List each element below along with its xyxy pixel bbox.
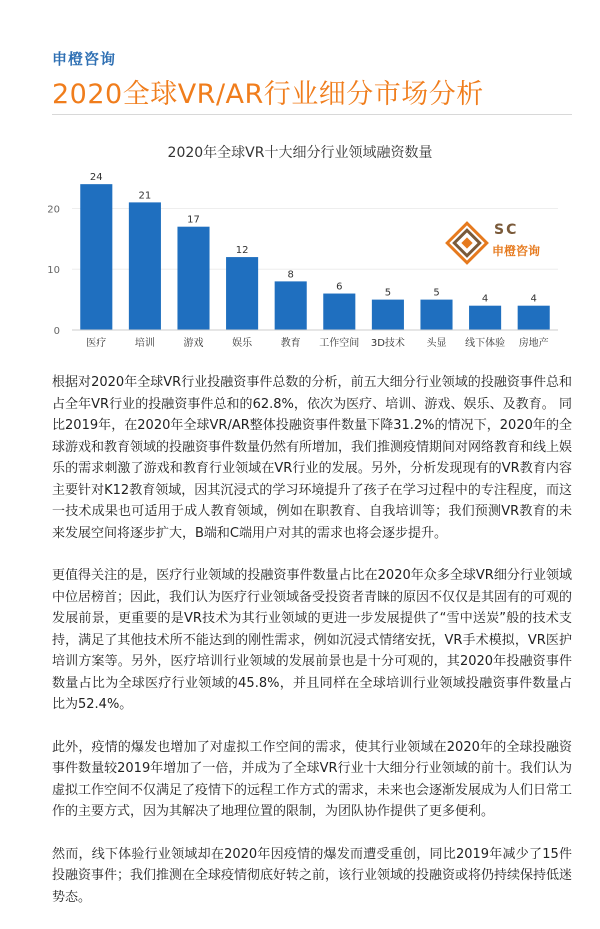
bar bbox=[275, 281, 307, 330]
bar-value-label: 4 bbox=[481, 293, 489, 305]
paragraph: 根据对2020年全球VR行业投融资事件总数的分析，前五大细分行业领域的投融资事件总和占全年VR行业的投融资事件总和的62.8%，依次为医疗、培训、游戏、娱乐、及教育。 同比2019年，在2020年全球VR/AR整体投融资事件数量下降31.2%的情况下，2020年的全球游戏和教育领域的投融资事件数量仍然有所增加，我们推测疫情期间对网络教育和线上娱乐的需求刺激了游戏和教育行业领域在VR行业的发展。另外，分析发现现有的VR教育内容主要针对K12教育领域，因其沉浸式的学习环境提升了孩子在学习过程中的专注程度，而这一技术成果也可适用于成人教育领域，例如在职教育、自我培训等；我们预测VR教育的未来发展空间将逐步扩大，B端和C端用户对其的需求也将会逐步提升。 bbox=[52, 375, 573, 541]
paragraph: 然而，线下体验行业领域却在2020年因疫情的爆发而遭受重创，同比2019年减少了15件投融资事件；我们推测在全球疫情彻底好转之前，该行业领域的投融资或将仍持续保持低迷势态。 bbox=[52, 846, 573, 905]
x-category-label: 游戏 bbox=[183, 338, 204, 349]
brand-name: 申橙咨询 bbox=[52, 50, 117, 68]
bar bbox=[420, 300, 452, 330]
logo-mark-icon bbox=[444, 220, 490, 266]
bar bbox=[323, 294, 355, 330]
y-tick-label: 10 bbox=[47, 265, 60, 277]
bar-value-label: 12 bbox=[235, 245, 249, 257]
bar-value-label: 8 bbox=[287, 269, 294, 281]
x-category-label: 线下体验 bbox=[465, 338, 506, 349]
x-category-label: 娱乐 bbox=[232, 338, 253, 349]
bar-value-label: 17 bbox=[187, 214, 200, 226]
bar bbox=[518, 306, 550, 330]
logo-mark-text: SC bbox=[494, 222, 519, 238]
x-category-label: 医疗 bbox=[86, 338, 107, 349]
article-body bbox=[52, 372, 572, 929]
x-category-label: 3D技术 bbox=[370, 338, 405, 349]
logo-name: 申橙咨询 bbox=[492, 244, 541, 258]
chart-title: 2020年全球VR十大细分行业领域融资数量 bbox=[167, 145, 433, 161]
x-category-label: 培训 bbox=[134, 338, 155, 349]
paragraph: 更值得关注的是，医疗行业领域的投融资事件数量占比在2020年众多全球VR细分行业领域中位居榜首；因此，我们认为医疗行业领域备受投资者青睐的原因不仅仅是其固有的可观的发展前景，更重要的是VR技术为其行业领域的更进一步发展提供了“雪中送炭”般的技术支持，满足了其他技术所不能达到的刚性需求，例如沉浸式情绪安抚，VR手术模拟，VR医护培训方案等。另外，医疗培训行业领域的发展前景也是十分可观的，其2020年投融资事件数量占比为全球医疗行业领域的45.8%，并且同样在全球培训行业领域投融资事件数量占比为52.4%。 bbox=[52, 568, 573, 712]
brand-logo bbox=[440, 218, 560, 268]
bar bbox=[372, 300, 404, 330]
y-tick-label: 0 bbox=[53, 326, 60, 337]
bar-value-label: 6 bbox=[336, 281, 343, 293]
bar-value-label: 21 bbox=[138, 190, 152, 202]
title-divider bbox=[52, 114, 572, 115]
bar bbox=[226, 257, 258, 330]
x-category-label: 房地产 bbox=[518, 338, 549, 349]
x-category-label: 头显 bbox=[426, 338, 447, 349]
bar-value-label: 4 bbox=[530, 293, 537, 305]
bar-value-label: 24 bbox=[89, 172, 103, 184]
x-category-label: 工作空间 bbox=[319, 338, 360, 349]
x-category-label: 教育 bbox=[280, 338, 301, 349]
bar-value-label: 5 bbox=[433, 287, 440, 299]
y-tick-label: 20 bbox=[47, 204, 60, 216]
bar bbox=[129, 202, 161, 330]
bar bbox=[469, 306, 501, 330]
page-title: 2020全球VR/AR行业细分市场分析 bbox=[52, 79, 484, 110]
bar bbox=[80, 184, 112, 330]
bar bbox=[177, 227, 209, 330]
paragraph: 此外，疫情的爆发也增加了对虚拟工作空间的需求，使其行业领域在2020年的全球投融资事件数量较2019年增加了一倍，并成为了全球VR行业十大细分行业领域的前十。我们认为虚拟工作空间不仅满足了疫情下的远程工作方式的需求，未来也会逐渐发展成为人们日常工作的主要方式，因为其解决了地理位置的限制，为团队协作提供了更多便利。 bbox=[52, 739, 573, 819]
bar-value-label: 5 bbox=[384, 287, 392, 299]
